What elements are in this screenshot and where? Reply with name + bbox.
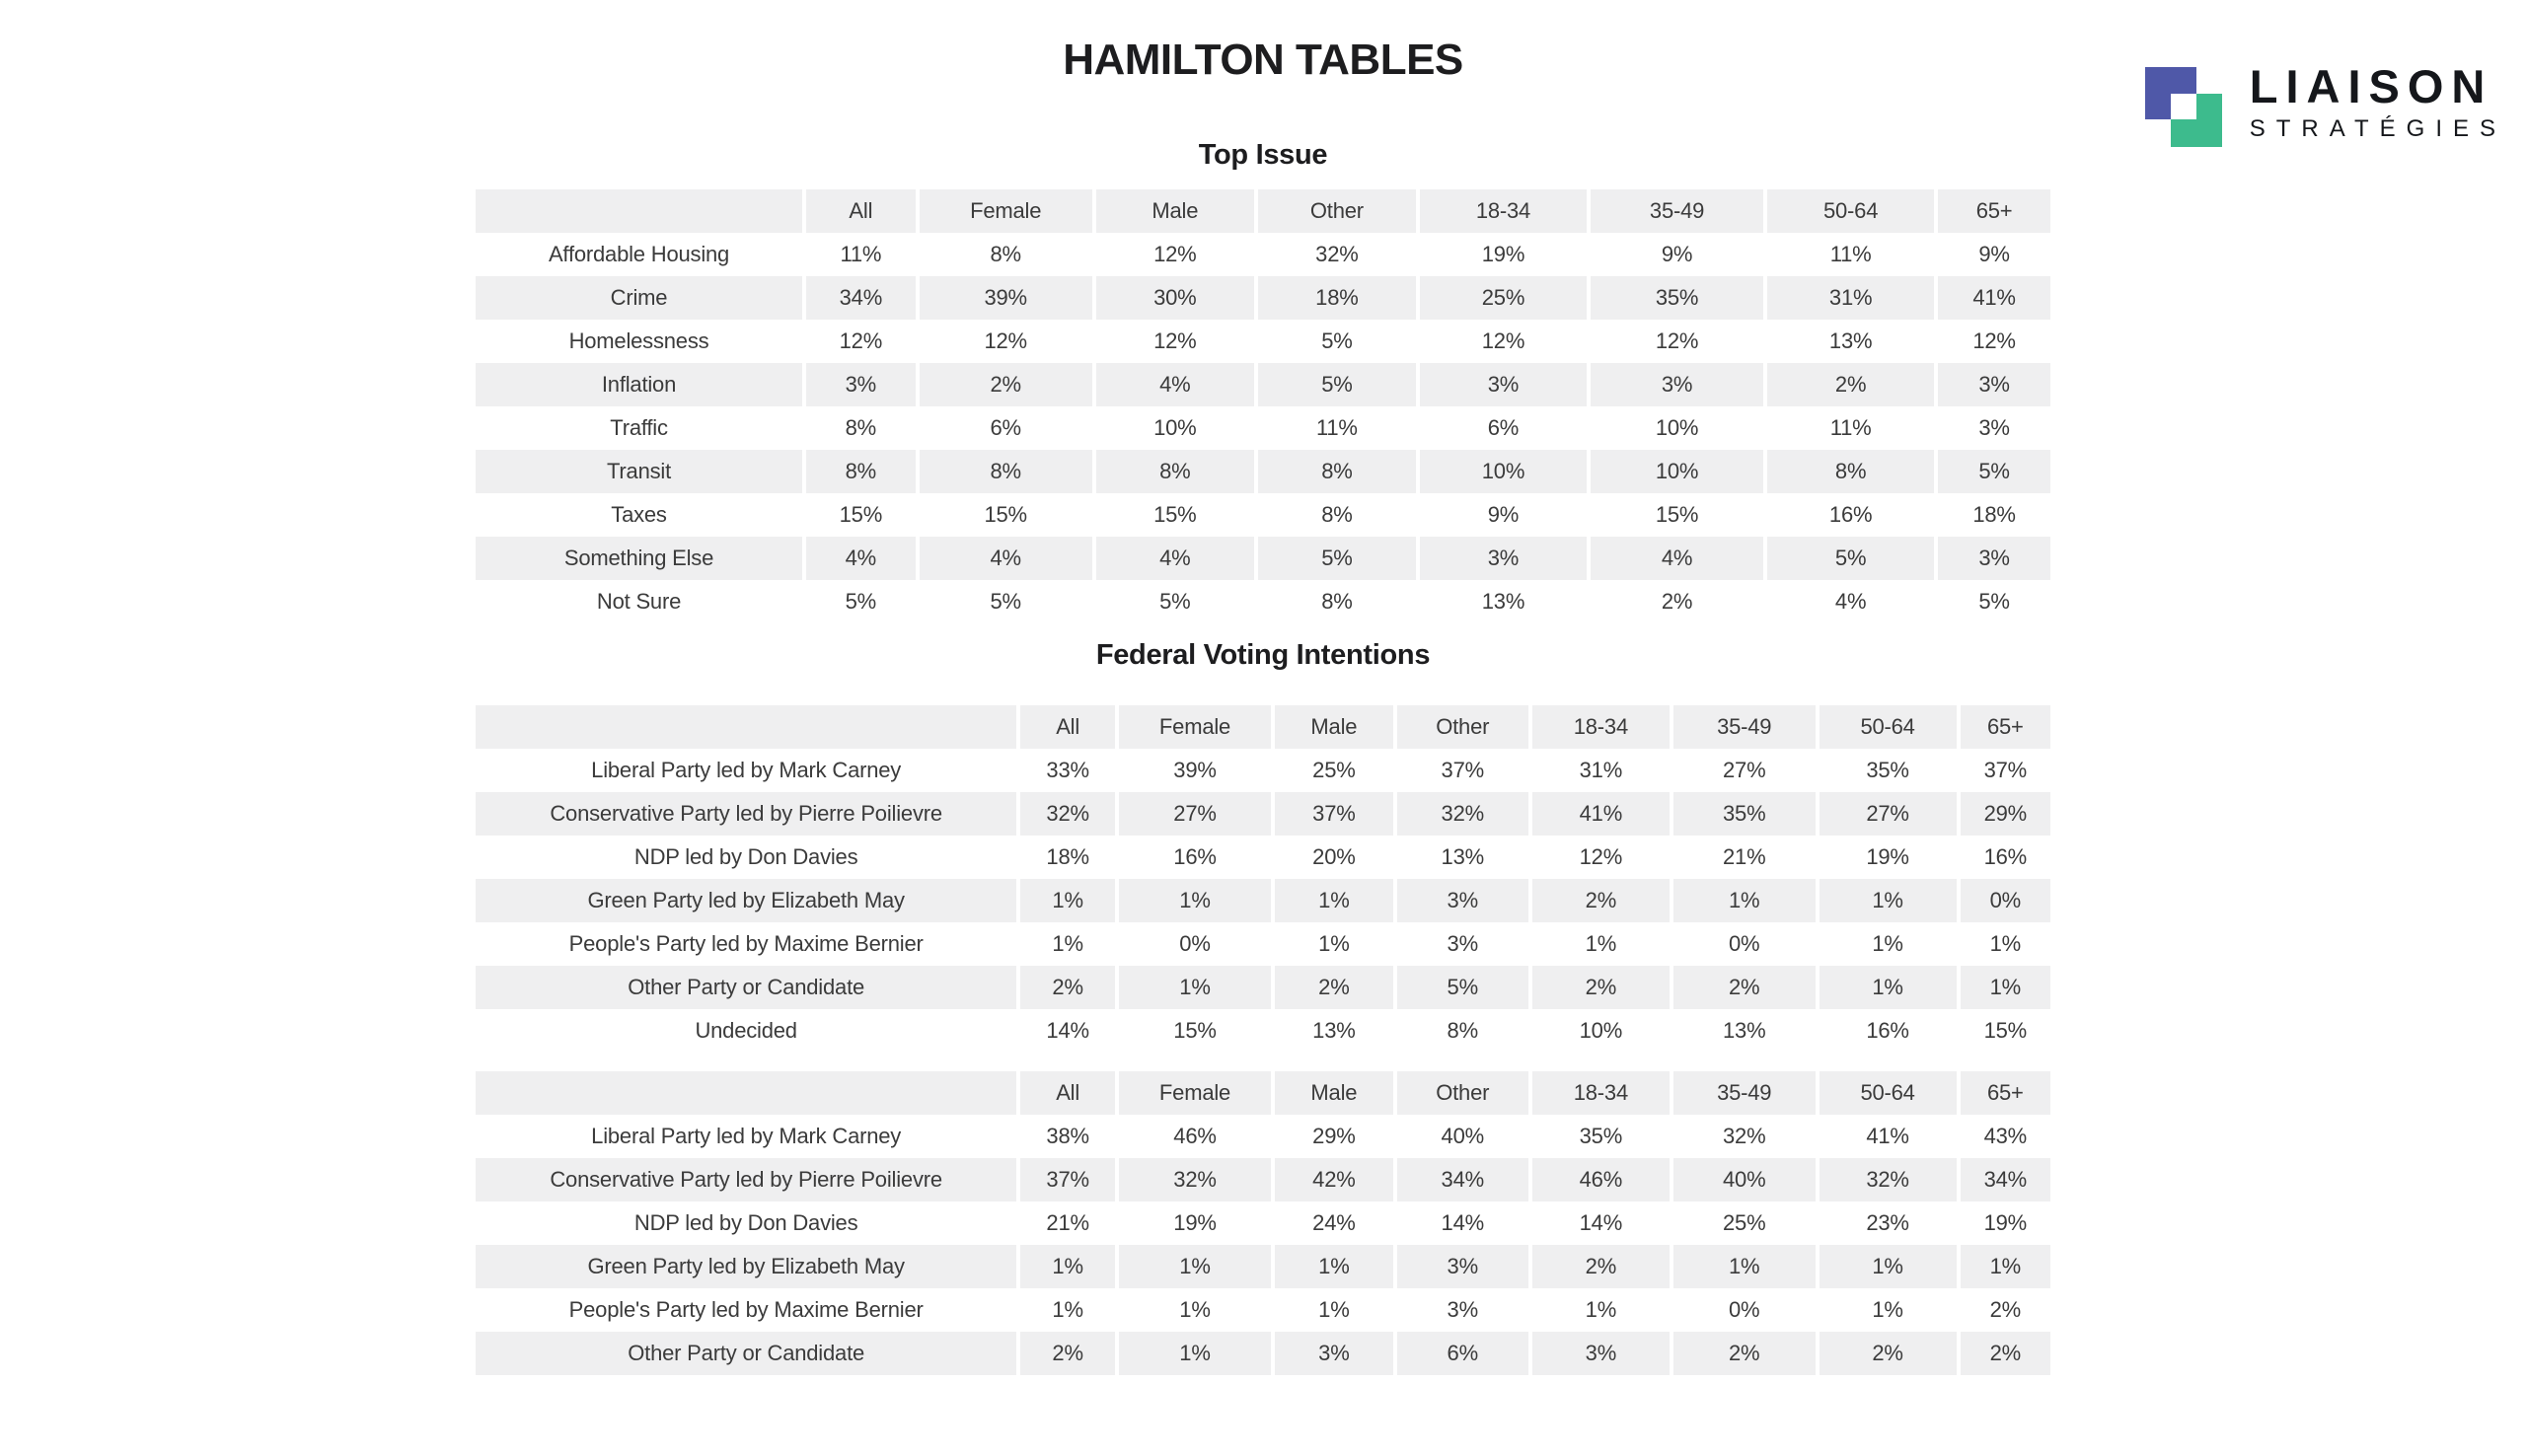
column-header: Female — [1117, 1071, 1273, 1115]
data-cell: 16% — [1959, 836, 2050, 879]
table-row — [476, 1332, 2050, 1375]
row-label: People's Party led by Maxime Bernier — [568, 1297, 924, 1322]
data-cell: 3% — [804, 363, 918, 406]
data-cell: 13% — [1395, 836, 1530, 879]
data-cell: 40% — [1395, 1115, 1530, 1158]
table-row — [476, 1288, 2050, 1332]
data-cell: 35% — [1589, 276, 1765, 320]
logo-overlap-square — [2171, 94, 2196, 119]
data-cell: 8% — [1256, 493, 1418, 537]
data-cell: 33% — [1018, 749, 1117, 792]
column-header: Male — [1273, 1071, 1395, 1115]
data-cell: 14% — [1395, 1201, 1530, 1245]
liaison-strategies-logo — [2145, 60, 2506, 147]
data-cell: 2% — [1959, 1332, 2050, 1375]
data-cell: 12% — [1094, 320, 1256, 363]
data-cell: 21% — [1672, 836, 1818, 879]
corner-cell — [476, 1071, 1018, 1115]
column-header: All — [1018, 1071, 1117, 1115]
column-header: 18-34 — [1530, 705, 1672, 749]
table-row — [476, 1158, 2050, 1201]
data-cell: 32% — [1818, 1158, 1959, 1201]
data-cell: 8% — [1395, 1009, 1530, 1053]
data-cell: 25% — [1273, 749, 1395, 792]
data-cell: 1% — [1018, 1245, 1117, 1288]
data-cell: 1% — [1018, 879, 1117, 922]
data-cell: 21% — [1018, 1201, 1117, 1245]
data-cell: 6% — [918, 406, 1094, 450]
data-cell: 12% — [1530, 836, 1672, 879]
data-cell: 10% — [1530, 1009, 1672, 1053]
data-cell: 2% — [1589, 580, 1765, 623]
data-cell: 31% — [1765, 276, 1936, 320]
data-cell: 29% — [1273, 1115, 1395, 1158]
header-row — [476, 1071, 2050, 1115]
data-cell: 37% — [1395, 749, 1530, 792]
column-header: Female — [1117, 705, 1273, 749]
data-cell: 0% — [1959, 879, 2050, 922]
data-cell: 15% — [1117, 1009, 1273, 1053]
data-cell: 14% — [1018, 1009, 1117, 1053]
data-cell: 39% — [918, 276, 1094, 320]
data-cell: 3% — [1395, 922, 1530, 966]
data-cell: 5% — [804, 580, 918, 623]
data-cell: 1% — [1818, 879, 1959, 922]
data-cell: 14% — [1530, 1201, 1672, 1245]
data-cell: 15% — [1959, 1009, 2050, 1053]
data-cell: 5% — [1094, 580, 1256, 623]
data-cell: 1% — [1672, 1245, 1818, 1288]
column-header: All — [1018, 705, 1117, 749]
data-cell: 12% — [1094, 233, 1256, 276]
row-label: Affordable Housing — [548, 242, 730, 266]
data-cell: 34% — [1395, 1158, 1530, 1201]
data-cell: 2% — [1273, 966, 1395, 1009]
data-cell: 1% — [1117, 966, 1273, 1009]
column-header: Male — [1273, 705, 1395, 749]
column-header: Other — [1395, 1071, 1530, 1115]
data-cell: 38% — [1018, 1115, 1117, 1158]
data-cell: 0% — [1672, 1288, 1818, 1332]
data-cell: 3% — [1418, 363, 1589, 406]
data-cell: 41% — [1818, 1115, 1959, 1158]
federal-voting-intentions-table-all — [476, 705, 2050, 1053]
column-header: Female — [918, 189, 1094, 233]
data-cell: 1% — [1117, 1332, 1273, 1375]
data-cell: 19% — [1418, 233, 1589, 276]
data-cell: 5% — [1256, 537, 1418, 580]
data-cell: 1% — [1117, 1288, 1273, 1332]
data-cell: 29% — [1959, 792, 2050, 836]
data-cell: 31% — [1530, 749, 1672, 792]
data-cell: 15% — [804, 493, 918, 537]
data-cell: 9% — [1589, 233, 1765, 276]
data-cell: 3% — [1936, 537, 2050, 580]
data-cell: 6% — [1395, 1332, 1530, 1375]
row-label: Green Party led by Elizabeth May — [476, 1245, 1018, 1288]
row-label: Traffic — [610, 415, 668, 440]
data-cell: 5% — [1256, 320, 1418, 363]
column-header: 50-64 — [1818, 705, 1959, 749]
data-cell: 0% — [1672, 922, 1818, 966]
data-cell: 1% — [1018, 922, 1117, 966]
table-row — [476, 276, 2050, 320]
data-cell: 41% — [1530, 792, 1672, 836]
row-label: Liberal Party led by Mark Carney — [591, 758, 902, 782]
row-label: NDP led by Don Davies — [633, 1210, 858, 1235]
data-cell: 16% — [1765, 493, 1936, 537]
data-cell: 34% — [804, 276, 918, 320]
column-header: Male — [1094, 189, 1256, 233]
data-cell: 8% — [1094, 450, 1256, 493]
data-cell: 35% — [1672, 792, 1818, 836]
data-cell: 3% — [1936, 406, 2050, 450]
data-cell: 1% — [1818, 966, 1959, 1009]
data-cell: 3% — [1395, 1288, 1530, 1332]
data-cell: 15% — [1094, 493, 1256, 537]
data-cell: 25% — [1418, 276, 1589, 320]
data-cell: 3% — [1936, 363, 2050, 406]
data-cell: 12% — [918, 320, 1094, 363]
data-cell: 19% — [1117, 1201, 1273, 1245]
row-label: Taxes — [611, 502, 667, 527]
corner-cell — [476, 705, 1018, 749]
data-cell: 27% — [1818, 792, 1959, 836]
data-cell: 23% — [1818, 1201, 1959, 1245]
table-row — [476, 320, 2050, 363]
data-cell: 12% — [1936, 320, 2050, 363]
row-label: Other Party or Candidate — [476, 1332, 1018, 1375]
table-row — [476, 836, 2050, 879]
data-cell: 2% — [1530, 1245, 1672, 1288]
data-cell: 20% — [1273, 836, 1395, 879]
data-cell: 8% — [1256, 580, 1418, 623]
data-cell: 1% — [1273, 1245, 1395, 1288]
data-cell: 3% — [1589, 363, 1765, 406]
data-cell: 15% — [1589, 493, 1765, 537]
data-cell: 1% — [1018, 1288, 1117, 1332]
table-row — [476, 922, 2050, 966]
data-cell: 8% — [804, 406, 918, 450]
data-cell: 5% — [918, 580, 1094, 623]
logo-subname: STRATÉGIES — [2249, 115, 2506, 142]
data-cell: 46% — [1117, 1115, 1273, 1158]
data-cell: 1% — [1672, 879, 1818, 922]
data-cell: 24% — [1273, 1201, 1395, 1245]
column-header: Other — [1395, 705, 1530, 749]
data-cell: 3% — [1395, 1245, 1530, 1288]
data-cell: 1% — [1959, 1245, 2050, 1288]
header-row — [476, 189, 2050, 233]
data-cell: 39% — [1117, 749, 1273, 792]
row-label: Conservative Party led by Pierre Poilievre — [476, 1158, 1018, 1201]
table-row — [476, 879, 2050, 922]
column-header: 18-34 — [1418, 189, 1589, 233]
data-cell: 11% — [804, 233, 918, 276]
table-gap — [0, 1053, 2526, 1071]
data-cell: 32% — [1256, 233, 1418, 276]
data-cell: 10% — [1418, 450, 1589, 493]
data-cell: 32% — [1117, 1158, 1273, 1201]
row-label: Conservative Party led by Pierre Poilievre — [476, 792, 1018, 836]
data-cell: 2% — [1672, 966, 1818, 1009]
data-cell: 5% — [1936, 580, 2050, 623]
data-cell: 42% — [1273, 1158, 1395, 1201]
data-cell: 30% — [1094, 276, 1256, 320]
row-label: Green Party led by Elizabeth May — [476, 879, 1018, 922]
data-cell: 8% — [1256, 450, 1418, 493]
data-cell: 8% — [1765, 450, 1936, 493]
data-cell: 4% — [804, 537, 918, 580]
data-cell: 25% — [1672, 1201, 1818, 1245]
data-cell: 3% — [1418, 537, 1589, 580]
table-row — [476, 233, 2050, 276]
row-label: Liberal Party led by Mark Carney — [591, 1124, 902, 1148]
column-header: 50-64 — [1765, 189, 1936, 233]
data-cell: 2% — [1765, 363, 1936, 406]
data-cell: 2% — [918, 363, 1094, 406]
logo-name: LIAISON — [2249, 60, 2493, 112]
data-cell: 43% — [1959, 1115, 2050, 1158]
data-cell: 32% — [1672, 1115, 1818, 1158]
column-header: Other — [1256, 189, 1418, 233]
data-cell: 13% — [1765, 320, 1936, 363]
data-cell: 5% — [1765, 537, 1936, 580]
row-label: Not Sure — [596, 589, 682, 614]
data-cell: 1% — [1818, 922, 1959, 966]
data-cell: 1% — [1818, 1245, 1959, 1288]
corner-cell — [476, 189, 804, 233]
data-cell: 11% — [1765, 406, 1936, 450]
data-cell: 9% — [1936, 233, 2050, 276]
table-row — [476, 1245, 2050, 1288]
table-row — [476, 363, 2050, 406]
table-row — [476, 749, 2050, 792]
data-cell: 4% — [1094, 537, 1256, 580]
column-header: 50-64 — [1818, 1071, 1959, 1115]
header-row — [476, 705, 2050, 749]
data-cell: 2% — [1672, 1332, 1818, 1375]
data-cell: 0% — [1117, 922, 1273, 966]
column-header: 65+ — [1959, 1071, 2050, 1115]
data-cell: 1% — [1959, 966, 2050, 1009]
data-cell: 8% — [918, 233, 1094, 276]
data-cell: 37% — [1959, 749, 2050, 792]
row-label: Other Party or Candidate — [476, 966, 1018, 1009]
data-cell: 10% — [1589, 406, 1765, 450]
data-cell: 2% — [1530, 879, 1672, 922]
data-cell: 3% — [1273, 1332, 1395, 1375]
row-label: Crime — [476, 276, 804, 320]
data-cell: 11% — [1765, 233, 1936, 276]
data-cell: 10% — [1589, 450, 1765, 493]
data-cell: 15% — [918, 493, 1094, 537]
top-issue-table — [476, 189, 2050, 623]
data-cell: 2% — [1959, 1288, 2050, 1332]
data-cell: 1% — [1117, 1245, 1273, 1288]
table-row — [476, 406, 2050, 450]
data-cell: 35% — [1530, 1115, 1672, 1158]
table-row — [476, 792, 2050, 836]
data-cell: 46% — [1530, 1158, 1672, 1201]
data-cell: 12% — [1589, 320, 1765, 363]
data-cell: 2% — [1530, 966, 1672, 1009]
column-header: 35-49 — [1672, 705, 1818, 749]
data-cell: 18% — [1018, 836, 1117, 879]
section-heading-federal-voting-intentions: Federal Voting Intentions — [1095, 639, 1431, 671]
row-label: Inflation — [476, 363, 804, 406]
column-header: 65+ — [1936, 189, 2050, 233]
data-cell: 8% — [804, 450, 918, 493]
data-cell: 32% — [1395, 792, 1530, 836]
data-cell: 9% — [1418, 493, 1589, 537]
data-cell: 16% — [1818, 1009, 1959, 1053]
data-cell: 37% — [1273, 792, 1395, 836]
data-cell: 5% — [1936, 450, 2050, 493]
column-header: All — [804, 189, 918, 233]
data-cell: 34% — [1959, 1158, 2050, 1201]
data-cell: 27% — [1672, 749, 1818, 792]
data-cell: 37% — [1018, 1158, 1117, 1201]
data-cell: 40% — [1672, 1158, 1818, 1201]
data-cell: 13% — [1273, 1009, 1395, 1053]
section-heading-top-issue: Top Issue — [1198, 139, 1328, 171]
federal-voting-intentions-table-decided — [476, 1071, 2050, 1375]
data-cell: 41% — [1936, 276, 2050, 320]
data-cell: 13% — [1418, 580, 1589, 623]
data-cell: 13% — [1672, 1009, 1818, 1053]
row-label: People's Party led by Maxime Bernier — [568, 931, 924, 956]
data-cell: 19% — [1959, 1201, 2050, 1245]
data-cell: 4% — [1094, 363, 1256, 406]
data-cell: 18% — [1936, 493, 2050, 537]
data-cell: 5% — [1395, 966, 1530, 1009]
data-cell: 3% — [1395, 879, 1530, 922]
data-cell: 1% — [1273, 879, 1395, 922]
table-row — [476, 537, 2050, 580]
data-cell: 27% — [1117, 792, 1273, 836]
data-cell: 1% — [1818, 1288, 1959, 1332]
data-cell: 1% — [1530, 1288, 1672, 1332]
data-cell: 8% — [918, 450, 1094, 493]
column-header: 35-49 — [1589, 189, 1765, 233]
logo-wordmark — [2249, 60, 2506, 143]
data-cell: 4% — [1765, 580, 1936, 623]
data-cell: 6% — [1418, 406, 1589, 450]
row-label: Transit — [476, 450, 804, 493]
table-row — [476, 1201, 2050, 1245]
data-cell: 32% — [1018, 792, 1117, 836]
table-row — [476, 493, 2050, 537]
row-label: Undecided — [695, 1018, 797, 1043]
data-cell: 10% — [1094, 406, 1256, 450]
row-label: Something Else — [476, 537, 804, 580]
data-cell: 11% — [1256, 406, 1418, 450]
table-row — [476, 966, 2050, 1009]
logo-squares-icon — [2145, 67, 2222, 147]
column-header: 18-34 — [1530, 1071, 1672, 1115]
data-cell: 18% — [1256, 276, 1418, 320]
data-cell: 19% — [1818, 836, 1959, 879]
data-cell: 1% — [1530, 922, 1672, 966]
data-cell: 12% — [804, 320, 918, 363]
data-cell: 3% — [1530, 1332, 1672, 1375]
data-cell: 35% — [1818, 749, 1959, 792]
table-row — [476, 580, 2050, 623]
data-cell: 12% — [1418, 320, 1589, 363]
data-cell: 4% — [918, 537, 1094, 580]
column-header: 35-49 — [1672, 1071, 1818, 1115]
data-cell: 2% — [1818, 1332, 1959, 1375]
data-cell: 1% — [1117, 879, 1273, 922]
data-cell: 2% — [1018, 1332, 1117, 1375]
data-cell: 16% — [1117, 836, 1273, 879]
row-label: Homelessness — [568, 328, 709, 353]
table-row — [476, 450, 2050, 493]
data-cell: 1% — [1273, 922, 1395, 966]
data-cell: 1% — [1959, 922, 2050, 966]
table-row — [476, 1009, 2050, 1053]
page-title: HAMILTON TABLES — [1063, 36, 1463, 84]
table-row — [476, 1115, 2050, 1158]
data-cell: 5% — [1256, 363, 1418, 406]
data-cell: 1% — [1273, 1288, 1395, 1332]
row-label: NDP led by Don Davies — [633, 844, 858, 869]
data-cell: 4% — [1589, 537, 1765, 580]
data-cell: 2% — [1018, 966, 1117, 1009]
column-header: 65+ — [1959, 705, 2050, 749]
